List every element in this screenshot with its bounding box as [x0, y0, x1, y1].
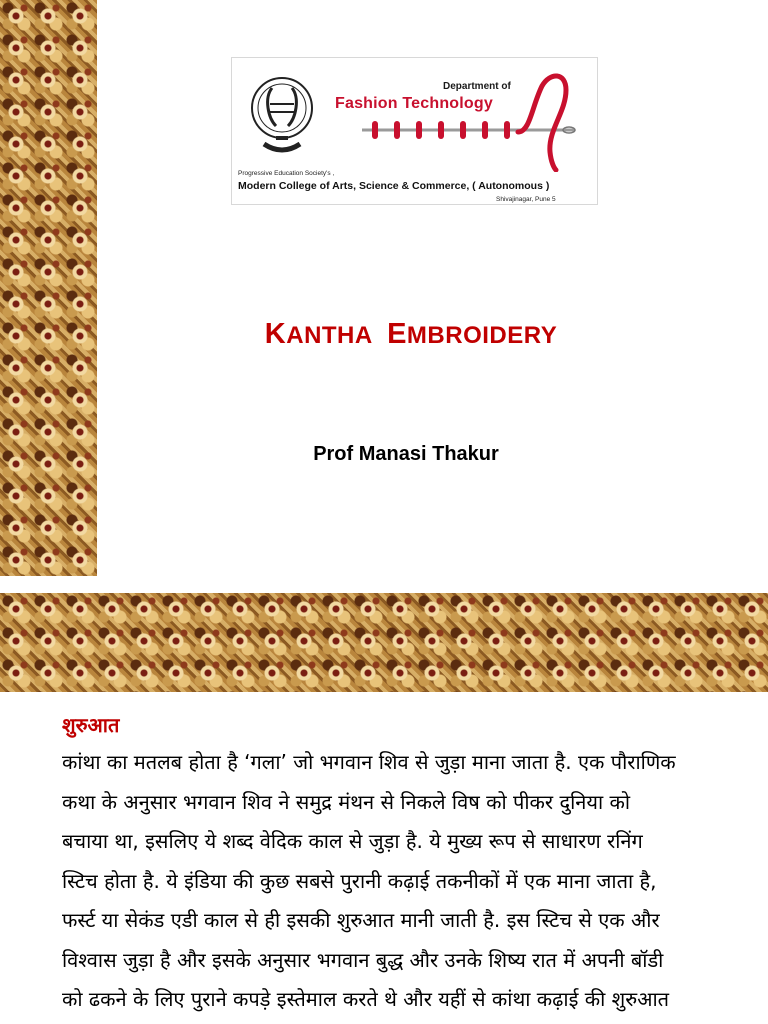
section-body	[62, 743, 752, 1020]
college-emblem-icon	[246, 64, 318, 166]
body-line: फर्स्ट या सेकंड एडी काल से ही इसकी शुरुआत मानी जाती है. इस स्टिच से एक और	[62, 908, 660, 932]
logo-place: Shivajinagar, Pune 5	[496, 196, 556, 203]
body-line: को ढकने के लिए पुराने कपड़े इस्तेमाल करते थे और यहीं से कांथा कढ़ाई की शुरुआत	[62, 987, 670, 1011]
body-line: विश्वास जुड़ा है और इसके अनुसार भगवान बुद्ध और उनके शिष्य रात में अपनी बॉडी	[62, 947, 664, 972]
title-initial-1: K	[264, 318, 287, 350]
body-line: कांथा का मतलब होता है ‘गला’ जो भगवान शिव से जुड़ा माना जाता है. एक पौराणिक	[62, 750, 676, 774]
section-heading: शुरुआत	[62, 713, 120, 737]
author-name: Prof Manasi Thakur	[313, 443, 499, 465]
kantha-border-left	[0, 0, 97, 576]
title-rest-1: ANTHA	[286, 322, 373, 349]
logo-college-name: Modern College of Arts, Science & Commerce, ( Autonomous )	[238, 180, 550, 192]
slide-title	[0, 318, 768, 351]
content-slide	[0, 593, 768, 1024]
logo-dept-name: Fashion Technology	[335, 95, 493, 112]
body-line: कथा के अनुसार भगवान शिव ने समुद्र मंथन से निकले विष को पीकर दुनिया को	[62, 789, 631, 814]
kantha-border-top	[0, 593, 768, 692]
department-logo	[231, 57, 598, 205]
title-rest-2: MBROIDERY	[406, 322, 558, 349]
logo-dept-of: Department of	[443, 81, 511, 92]
title-initial-2: E	[387, 318, 407, 350]
slide-divider	[0, 576, 768, 593]
body-line: स्टिच होता है. ये इंडिया की कुछ सबसे पुरानी कढ़ाई तकनीकों में एक माना जाता है,	[62, 868, 657, 893]
needle-thread-icon	[360, 72, 590, 172]
body-line: बचाया था, इसलिए ये शब्द वेदिक काल से जुड़ा है. ये मुख्य रूप से साधारण रनिंग	[62, 829, 643, 853]
logo-society: Progressive Education Society's ,	[238, 170, 335, 177]
